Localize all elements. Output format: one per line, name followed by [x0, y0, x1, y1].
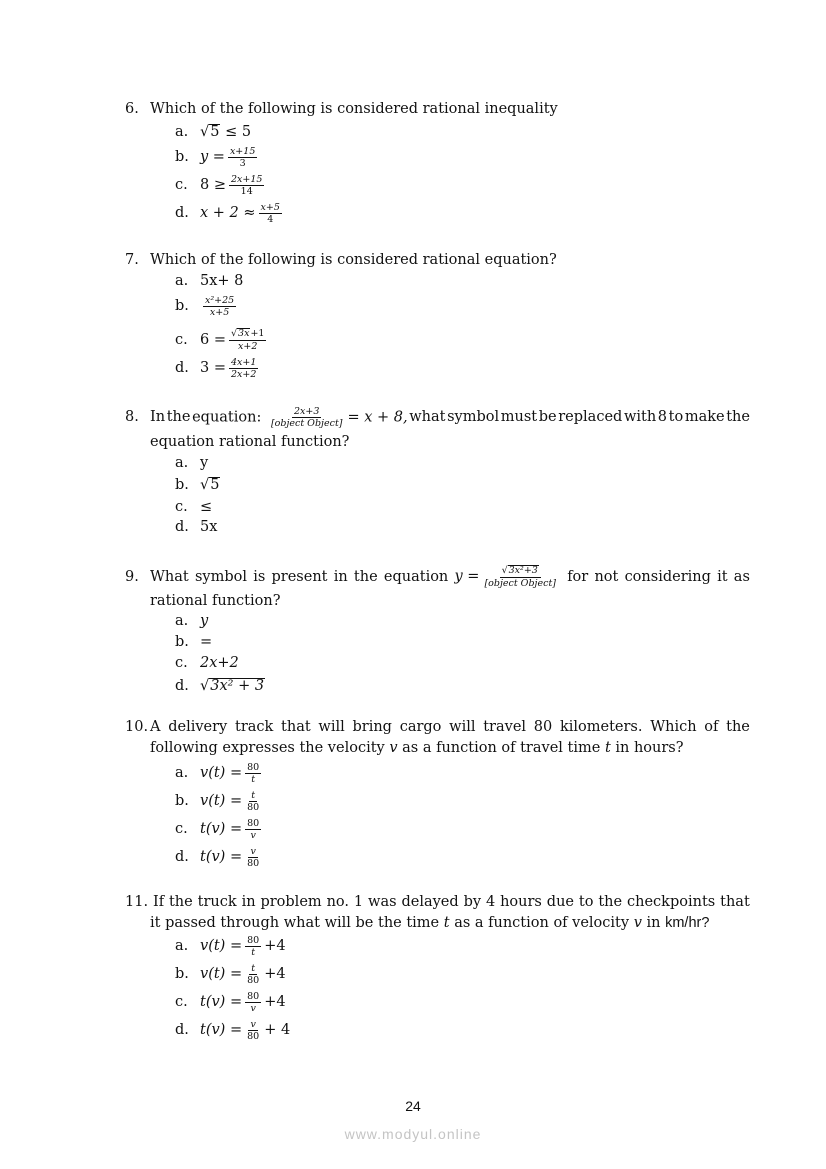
word: will — [449, 719, 476, 735]
option-b: b. v(t) = $\frac{t}{80}$ +4 — [175, 962, 286, 986]
question-text: Which of the following is considered rational equation? — [150, 252, 557, 268]
question-number: 10. — [125, 719, 149, 735]
word: the — [598, 894, 623, 910]
option-c: c. 2x+2 — [175, 655, 239, 671]
word: that — [720, 894, 750, 910]
option-a: a. v(t) = $\frac{80}{t}$ +4 — [175, 934, 286, 958]
option-d: d. 3 = $\frac{4x+1}{2x+2}$ — [175, 356, 257, 380]
word: cargo — [399, 719, 442, 735]
option-c: c. ≤ — [175, 499, 213, 515]
word: in — [241, 894, 256, 910]
question-text-line2: equation rational function? — [150, 434, 350, 450]
word: 80 — [533, 719, 553, 735]
option-b: b. y = $\frac{x+15}{3}$ — [175, 145, 256, 169]
option-c: c. t(v) = $\frac{80}{v}$ — [175, 817, 260, 841]
question-text: 11. If the truck in problem no. 1 was delayed by 4 hours due to the checkpoints that — [125, 894, 750, 910]
word: hours — [500, 894, 542, 910]
word: 1 — [353, 894, 364, 910]
word: problem — [260, 894, 322, 910]
option-d: d. t(v) = $\frac{v}{80}$ — [175, 845, 260, 869]
option-b: b. = — [175, 634, 213, 650]
option-a: a. y — [175, 455, 209, 471]
word: kilometers. — [559, 719, 643, 735]
question-text: Which of the following is considered rational inequality — [150, 101, 558, 117]
word: by — [463, 894, 482, 910]
option-a: a. 5x+ 8 — [175, 273, 244, 289]
question-text: What symbol is present in the equation y = √ 3x²+3 [object Object] for not considering it as — [150, 565, 750, 589]
word: the — [168, 894, 193, 910]
option-c: c. t(v) = $\frac{80}{v}$ +4 — [175, 990, 286, 1014]
question-text-line2: rational function? — [150, 593, 281, 609]
word: delivery — [168, 719, 228, 735]
question-text: In the equation: $\frac{2x+3}{\text{[object Object]}}$ = x + 8, what symbol must be replaced with 8 to make the — [150, 405, 750, 429]
word: checkpoints — [627, 894, 716, 910]
option-b: b. √ 5 — [175, 476, 220, 493]
option-c: c. 6 = √ 3x +1 x+2 — [175, 328, 265, 352]
word: to — [578, 894, 594, 910]
option-a: a. y — [175, 613, 209, 629]
word: will — [318, 719, 345, 735]
word: bring — [352, 719, 392, 735]
page-number: 24 — [405, 1098, 421, 1114]
option-b: b. $\frac{\text{x²+25}}{x+5}$ — [175, 294, 235, 318]
question-text-line2: it passed through what will be the time t as a function of velocity v in km/hr? — [150, 915, 710, 931]
word: 4 — [485, 894, 496, 910]
option-c: c. 8 ≥ $\frac{2x+15}{14}$ — [175, 173, 263, 197]
question-number: 8. — [125, 409, 139, 425]
watermark: www.modyul.online — [344, 1126, 482, 1142]
word: If — [152, 894, 165, 910]
word: A — [150, 719, 161, 735]
option-d: d. √ 3x² + 3 — [175, 677, 265, 694]
word: that — [281, 719, 311, 735]
word: the — [726, 719, 750, 735]
word: travel — [483, 719, 527, 735]
word: was — [368, 894, 397, 910]
question-number: 9. — [125, 569, 139, 585]
question-text-line2: following expresses the velocity v as a function of travel time t in hours? — [150, 740, 684, 756]
word: due — [546, 894, 574, 910]
question-number: 6. — [125, 101, 139, 117]
word: no. — [326, 894, 349, 910]
word: Which — [650, 719, 697, 735]
word: of — [704, 719, 719, 735]
option-a: a. √ 5 ≤ 5 — [175, 123, 252, 140]
word: truck — [197, 894, 237, 910]
word: track — [235, 719, 274, 735]
option-d: d. x + 2 ≈ $\frac{x+5}{4}$ — [175, 201, 280, 225]
option-d: d. t(v) = $\frac{v}{80}$ + 4 — [175, 1018, 291, 1042]
word: delayed — [401, 894, 459, 910]
option-a: a. v(t) = $\frac{80}{t}$ — [175, 761, 260, 785]
question-number: 7. — [125, 252, 139, 268]
option-b: b. v(t) = $\frac{t}{80}$ — [175, 789, 260, 813]
option-d: d. 5x — [175, 519, 218, 535]
